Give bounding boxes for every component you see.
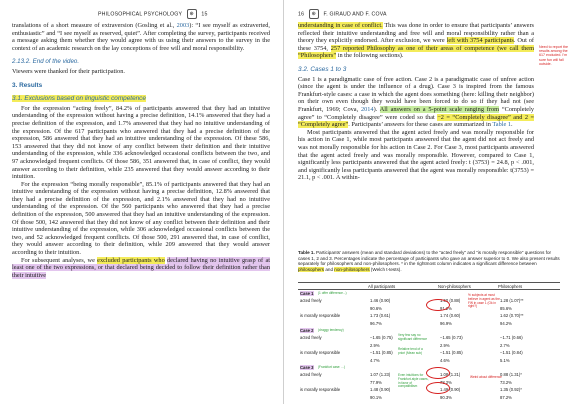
table-cell: 1.49 (0.90) [440, 387, 461, 393]
table-cell: 90.6% [370, 305, 382, 311]
table-row-label: acted freely [300, 298, 322, 304]
text-run: Case 1 is a paradigmatic case of free action. Case 2 is a paradigmatic case of unfree action (since the agent is under the influence of a drug). Case 3 is inspired from the famous Frankfurt-style cases: a case in which the agent does something (here: killing their neighbor) on their own even though they would have been forced to do so if they had not (see Frankfurt, 1969; Cova, [298, 75, 534, 113]
citation-link[interactable]: Table 1 [492, 121, 512, 129]
highlighted-text: −2 = “Completely disagree” and 2 = “Completely agree” [298, 113, 534, 129]
table-header: All participants [368, 283, 396, 289]
table-cell: 1.48 (0.90) [370, 387, 391, 393]
table-cell: 0.88 (1.31)* [500, 372, 522, 378]
section-heading-end-of-video: 2.13.2. End of the video. [12, 58, 80, 66]
text-run: translations of a short measure of extraversion (Gosling et al., [12, 22, 177, 29]
table-cell: 4.6% [440, 357, 450, 363]
crossref-icon[interactable]: ⊕ [309, 9, 319, 19]
table-cell: 4.7% [370, 357, 380, 363]
section-heading-cases: 3.2. Cases 1 to 3 [298, 65, 347, 73]
highlighted-text: 257 reported Philosophy as one of their areas of competence (we call them “Philosophers” [298, 44, 534, 60]
text-run: ): “I see myself as extraverted, enthusiastic” and “I see myself as reserved, quiet”. After completing the survey, participants received a message asking them whether they would agree with us using their answers to the survey in the context of an academic research on the lay conceptions of free will and moral responsibility. [12, 22, 270, 52]
table-cell: −1.51 (0.84) [500, 350, 523, 356]
table-cell: 2.9% [370, 342, 380, 348]
highlighted-text: left with 3754 participants [446, 37, 514, 45]
highlighted-text: declared having no intuitive grasp of at least one of the two expressions, or that declared being decided to follow their definition rather than their intuitive [12, 256, 270, 279]
handwritten-annotation: (druggy tendency) [318, 327, 344, 332]
handwritten-annotation: (Frankfurt case: ...) [318, 364, 345, 369]
table-cell: 96.9% [440, 320, 452, 326]
paragraph [12, 257, 270, 280]
annotation-circle [426, 299, 450, 311]
text-run: For subsequent analyses, we [21, 256, 98, 264]
table-header: Non-philosophers [438, 283, 471, 289]
table-header: Philosophers [498, 283, 523, 289]
running-head-right [298, 9, 387, 19]
table-rule [298, 289, 560, 290]
left-text-column [12, 22, 270, 279]
citation-link[interactable]: 2003 [176, 22, 190, 29]
page-number: 16 [298, 11, 305, 18]
table-cell: 1.07 (1.23) [370, 372, 391, 378]
table-cell: 78.2% [440, 379, 452, 385]
table-cell: 1.46 (0.90) [370, 298, 391, 304]
running-head-title: PHILOSOPHICAL PSYCHOLOGY [98, 11, 183, 18]
text-run: in the following sections). [336, 52, 404, 60]
table-cell: 2.9% [440, 342, 450, 348]
table-cell: 1.62 (0.70)** [500, 313, 524, 319]
page-number: 15 [201, 11, 208, 18]
table-cell: 96.7% [370, 320, 382, 326]
handwritten-annotation: % subjects at most believe in agent as the FW in case 1 (Ok in right?) [468, 293, 500, 309]
handwritten-annotation: Weird about difference [470, 375, 502, 379]
table-cell: 1.28 (1.07)** [500, 298, 524, 304]
table-row-label: acted freely [300, 372, 322, 378]
results-table [298, 282, 560, 404]
table-row-label: Case 2 [300, 328, 314, 333]
table-cell: 94.2% [500, 320, 512, 326]
table-row-label: is morally responsible [300, 387, 341, 393]
table-row-label: is morally responsible [300, 313, 341, 319]
table-cell: 1.50 (0.88) [440, 298, 461, 304]
highlighted-text: understanding in case of conflict. [298, 22, 383, 29]
annotation-circle [426, 367, 450, 379]
text-run: . Out of these 3754, [298, 37, 534, 52]
paragraph: Most participants answered that the agent acted freely and was morally responsible for his action in Case 1, while most participants answered that the agent did not act freely and was not morally responsible for his action in Case 2. For Case 3, most participants answered that the agent acted freely and was morally responsible. However, compared to Case 1, significantly less participants answered that the agent acted freely: t (3753) = 24.8, p < .001, and significantly less participants answered that the agent was morally responsible: t(3753) = 21.1, p < .001. A within- [298, 128, 534, 182]
table-cell: 1.08 (1.21) [440, 372, 461, 378]
margin-annotation: Need to report the results among the 617 excluded. I’m sure fun will fall outside. [539, 45, 568, 66]
highlighted-text: non-philosophers [334, 266, 370, 272]
text-run: This was done in order to ensure that participants’ answers reflected their intuitive understanding and free will and moral responsibility rather than a theory they explicitly endorsed. After exclusion, we were [298, 22, 534, 45]
paragraph [298, 22, 534, 60]
running-head-left [98, 9, 208, 19]
table-row-label: Case 1 [300, 291, 314, 296]
handwritten-annotation: Very few say no significant difference [398, 333, 428, 341]
table-cell: −1.51 (0.85) [440, 350, 463, 356]
section-heading-exclusions [12, 95, 270, 103]
table-cell: −1.65 (0.73) [440, 335, 463, 341]
running-head-authors: F. GIRAUD AND F. COVA [323, 11, 387, 18]
table-cell: 2.7% [500, 342, 510, 348]
page-right [284, 0, 569, 404]
handwritten-annotation: Even intuitions for Frankfurt-style cases, in favor of compatibilism [398, 373, 429, 389]
table-cell: −1.71 (0.66) [500, 335, 523, 341]
highlighted-heading: 3.1. Exclusions based on linguistic competence [12, 95, 146, 103]
text-run: and [324, 266, 335, 272]
right-text-column [298, 22, 534, 182]
table-cell: 91.2% [440, 305, 452, 311]
table-cell: −1.65 (0.75) [370, 335, 393, 341]
table-cell: 85.6% [500, 305, 512, 311]
paragraph [298, 76, 534, 129]
handwritten-annotation: (1 offer difference...) [318, 290, 347, 295]
paragraph [12, 22, 270, 52]
text-run: Table 1. [298, 250, 315, 255]
text-run: . [511, 121, 513, 129]
table-cell: 1.74 (0.60) [440, 313, 461, 319]
table-row-label: Case 3 [300, 365, 314, 370]
handwritten-annotation: Relative tend of a priori (Mean sub) [398, 347, 423, 355]
table-cell: 1.35 (0.92)* [500, 387, 522, 393]
table-cell: 73.2% [500, 379, 512, 385]
table-cell: 77.9% [370, 379, 382, 385]
highlighted-text: philosophers [298, 266, 325, 272]
text-run: . Participants’ answers for these cases are summarized in [348, 121, 493, 129]
table-row-label: is morally responsible [300, 350, 341, 356]
paragraph: For the expression “acting freely”, 84.2% of participants answered that they had an intuitive understanding of the expression without having a precise definition, 14.1% answered that they had a precise definition of the expression, and 1.7% answered that they had no intuitive understanding of the expression. Of the 617 participants who answered that they had a precise definition of the expression, 586 answered that they had an intuitive understanding of the expression. Of these 586, 153 answered that they did not know of any conflict between their definition and their intuitive understanding of the expression, while 336 acknowledged occasional conflicts between the two, and 97 acknowledged frequent conflicts. Of those 586, 351 answered that, in case of conflict, they would answer according to their definition, while 235 answered that they would answer according to their intuition. [12, 104, 270, 181]
table-cell: 5.1% [500, 357, 510, 363]
text-run: ). [373, 105, 380, 113]
text-run: Participants’ answers (mean and standard deviations) to the “acted freely” and “is morally responsible” questions for cases 1, 2 and 3. Percentages indicate the percentage of participants who gave an answer superior to 0. We also present results separately for philosophers and non-philosophers. * in the rightmost column indicates a significant difference between [298, 250, 560, 267]
table-row-label: acted freely [300, 335, 322, 341]
paragraph: For the expression “being morally responsible”, 85.1% of participants answered that they had an intuitive understanding of the expression without having a precise definition, 12.8% answered that they had a precise definition of the expression, and 2.1% answered that they had no intuitive understanding of the expression. Of the 560 participants who answered that they had a precise definition of the expression, 500 answered that they had an intuitive understanding of the expression. Of those 500, 142 answered that they did not know of any conflict between their definition and their intuitive understanding of the expression, while 306 acknowledged occasional conflicts between the two, and 52 acknowledged frequent conflicts. Of those 500, 291 answered that, in case of conflict, they would answer according to their definition, while 209 answered that they would answer according to their intuition. [12, 180, 270, 257]
highlighted-text: All answers on a 5-point scale ranging from [379, 105, 500, 113]
citation-link[interactable]: 2014 [360, 105, 374, 113]
page-left [0, 0, 284, 404]
paragraph: Viewers were thanked for their participation. [12, 67, 125, 75]
section-heading-results: 3. Results [12, 81, 43, 89]
text-run: (Welch t-tests). [369, 266, 402, 272]
table-cell: 1.73 (0.61) [370, 313, 391, 319]
table-cell: 87.2% [500, 394, 512, 400]
table-cell: 90.1% [370, 394, 382, 400]
table-cell: 90.3% [440, 394, 452, 400]
crossref-icon[interactable]: ⊕ [187, 9, 197, 19]
highlighted-text: excluded participants who [97, 256, 165, 264]
table-cell: −1.51 (0.85) [370, 350, 393, 356]
table-caption [298, 250, 560, 272]
text-run: “Completely agree” to “Completely disagree” were coded so that [298, 105, 534, 121]
